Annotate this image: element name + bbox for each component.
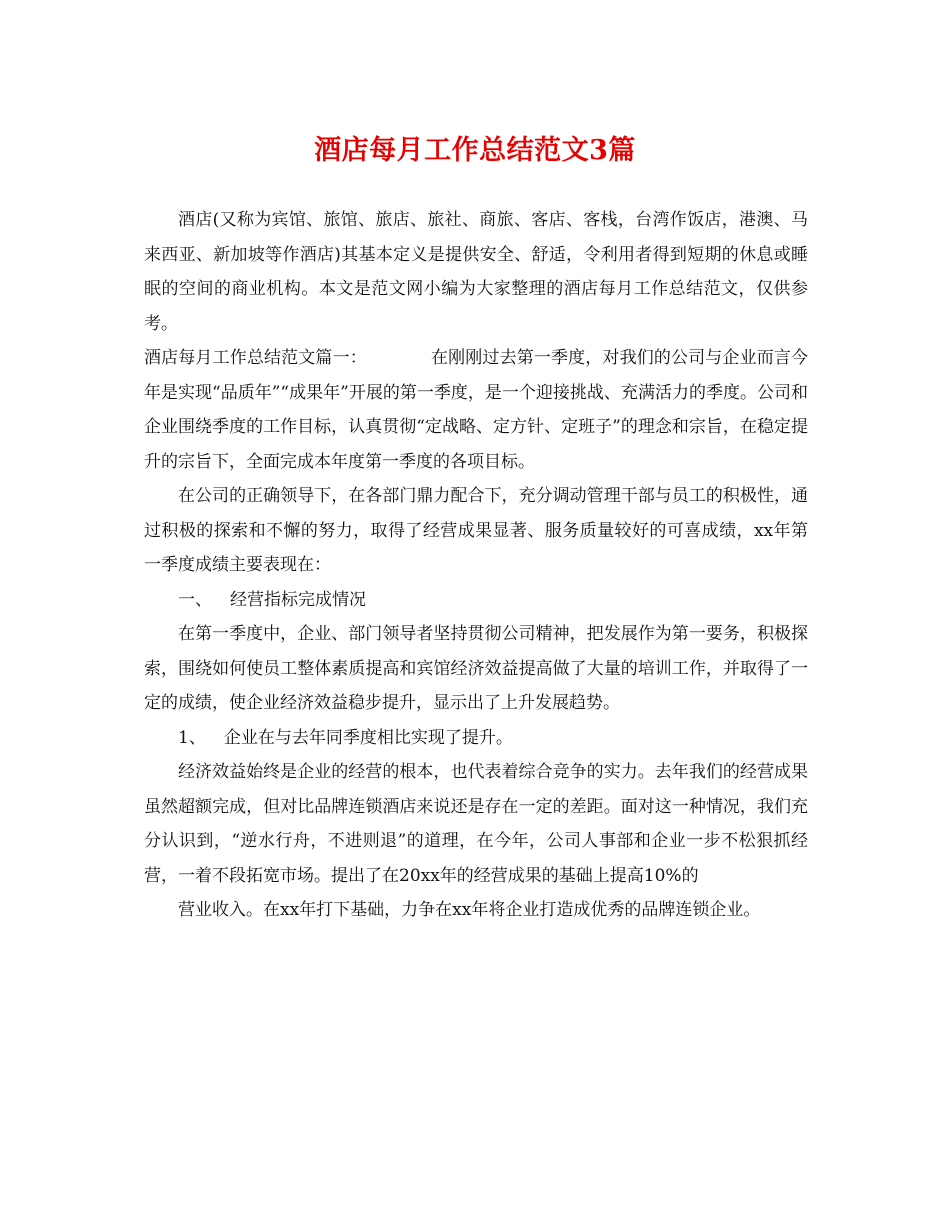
first-quarter-paragraph: 在第一季度中，企业、部门领导者坚持贯彻公司精神，把发展作为第一要务，积极探索，围绕如何使员工整体素质提高和宾馆经济效益提高做了大量的培训工作，并取得了一定的成绩，使企业经济效益稳步提升，显示出了上升发展趋势。 bbox=[144, 624, 808, 713]
document-body bbox=[144, 203, 808, 928]
heading-business-indicators bbox=[144, 583, 808, 618]
heading-number: 一、 bbox=[178, 589, 212, 610]
list-item-improvement bbox=[144, 721, 808, 756]
heading-text: 经营指标完成情况 bbox=[230, 589, 366, 610]
section-one-label: 酒店每月工作总结范文篇一： bbox=[144, 348, 367, 368]
list-item-number: 1、 bbox=[178, 727, 206, 748]
section-one-text: 在刚刚过去第一季度，对我们的公司与企业而言今年是实现“品质年”“成果年”开展的第一季度，是一个迎接挑战、充满活力的季度。公司和企业围绕季度的工作目标，认真贯彻“定战略、定方针、定班子”的理念和宗旨，在稳定提升的宗旨下，全面完成本年度第一季度的各项目标。 bbox=[144, 348, 809, 472]
economic-benefit-paragraph: 经济效益始终是企业的经营的根本，也代表着综合竞争的实力。去年我们的经营成果虽然超额完成，但对比品牌连锁酒店来说还是存在一定的差距。面对这一种情况，我们充分认识到，“逆水行舟，不进则退”的道理，在今年，公司人事部和企业一步不松狠抓经营，一着不段拓宽市场。提出了在20xx年的经营成果的基础上提高10%的 bbox=[144, 762, 808, 886]
leadership-paragraph: 在公司的正确领导下，在各部门鼎力配合下，充分调动管理干部与员工的积极性，通过积极的探索和不懈的努力，取得了经营成果显著、服务质量较好的可喜成绩，xx年第一季度成绩主要表现在： bbox=[144, 486, 808, 575]
section-one-paragraph bbox=[144, 341, 808, 479]
document-title: 酒店每月工作总结范文3篇 bbox=[314, 135, 636, 166]
revenue-paragraph: 营业收入。在xx年打下基础，力争在xx年将企业打造成优秀的品牌连锁企业。 bbox=[178, 900, 761, 920]
intro-paragraph: 酒店(又称为宾馆、旅馆、旅店、旅社、商旅、客店、客栈，台湾作饭店，港澳、马来西亚、新加坡等作酒店)其基本定义是提供安全、舒适，令利用者得到短期的休息或睡眠的空间的商业机构。本文是范文网小编为大家整理的酒店每月工作总结范文，仅供参考。 bbox=[144, 210, 808, 334]
list-item-text: 企业在与去年同季度相比实现了提升。 bbox=[223, 727, 513, 748]
